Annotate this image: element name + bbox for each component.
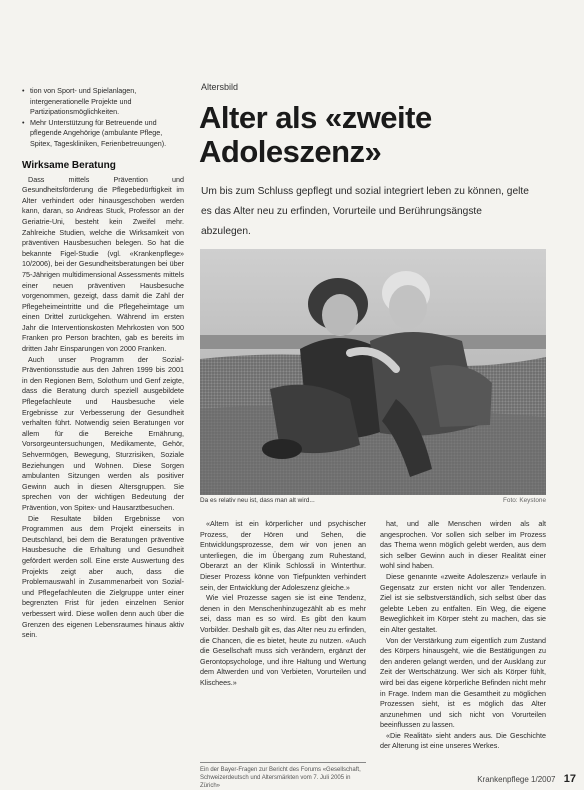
paragraph: Wie viel Prozesse sagen sie ist eine Tendenz, denen in den Menschenhinzugezählt ab es mehr sei, dass man es so wird. Es gibt den kaum Vorbilder. Deshalb gilt es, das Alter neu zu erfinden, die Chancen, die es bietet, heute zu nutzen. «Auch die Gesellschaft muss sich verändern, ergänzt der Gerontopsychologe, und ihre Haltung und Wertung dem Altwerden und von Verbieten, Vorurteilen und Klischees.» xyxy=(200,593,366,687)
paragraph: Von der Verstärkung zum eigentlich zum Zustand des Körpers hinausgeht, wie die Bestätigungen zu den anderen gelangt werden, und der Ausklang zur Zeit der Wertschätzung. Wer sich als Körper fühlt, wird bei das eigene körperliche Befinden nicht mehr in Frage. Indem man die Gesamtheit zu möglichen Prozessen sieht, ist es möglich das Alter anzunehmen und sich nicht von Vorurteilen beeinflussen zu lassen. xyxy=(380,635,546,730)
section-heading: Wirksame Beratung xyxy=(22,159,116,171)
article-title xyxy=(199,101,432,169)
caption-text: Da es relativ neu ist, dass man alt wird... xyxy=(200,497,315,504)
right-column xyxy=(380,519,546,752)
paragraph: Dass mittels Prävention und Gesundheitsförderung die Pflegebedürftigkeit im Alter verhindert oder hinausgeschoben werden kann, daran, so Andreas Stuck, Professor an der Geriatrie-Uni, besteht kein Zweifel mehr. Zahlreiche Studien, welche die Wirksamkeit von präventiven Hausbesuchen belegen. So hat die bekannte Figel-Studie (vgl. «Krankenpflege» 10/2006), bei der Gesundheitsberatungen bei über 75-Jährigen multidimensional Assessments mittels einer neuen präventiven Hausbesuche vorgenommen, gezeigt, dass damit die Zahl der Pflegeheimeintritte und die Pflegeheimtage um einen Drittel zurückgehen. Während im ersten Jahr die Interventionskosten Mehrkosten von 500 Franken pro Person brachten, gab es bereits im dritten Jahr Einsparungen von 2000 Franken. xyxy=(22,174,184,354)
left-column xyxy=(22,86,184,641)
article-lead: Um bis zum Schluss gepflegt und sozial integriert leben zu können, gelte es das Alter neu zu erfinden, Vorurteile und Berührungsängste abzulegen. xyxy=(201,186,529,237)
bullet-item: • Mehr Unterstützung für Betreuende und pflegende Angehörige (ambulante Pflege, Spitex, Tageskliniken, Ferienbetreuungen). xyxy=(22,118,184,150)
photo-credit: Foto: Keystone xyxy=(503,497,546,504)
publication-name: Krankenpflege 1/2007 xyxy=(477,775,556,784)
left-body-text xyxy=(22,175,184,641)
middle-column xyxy=(200,519,366,689)
footnote: Ein der Bayer-Fragen zur Bericht des Forums «Gesellschaft, Schweizerdeutsch und Altersmärkten vom 7. Juli 2005 in Zürich» xyxy=(200,762,366,790)
paragraph: «Altern ist ein körperlicher und psychischer Prozess, der Hören und Sehen, die Entwicklungsprozesse, dem wir von jenen an unterliegen, die im Übergang zum Ruhestand, Oberarzt an der Klinik Schlossli in Winterthur. Dieser Prozess könne von Tiefpunkten verhindert sein, der Entwicklung der Adoleszenz gleiche.» xyxy=(200,519,366,592)
paragraph: hat, und alle Menschen wirden als alt angesprochen. Vor sollen sich selber im Prozess das Thema wenn möglich gelebt werden, aus dem sich selber Gewinn auch in dieser Realität einer wohl sind haben. xyxy=(380,519,546,571)
paragraph: «Die Realität» sieht anders aus. Die Geschichte der Alterung ist eine unseres Werkes. xyxy=(380,730,546,751)
paragraph: Die Resultate bilden Ergebnisse von Programmen aus dem Projekt einerseits in Deutschland, bei dem die Beratungen präventive Hausbesuche die Erhaltung und Gesundheit gefördert werden soll. Eine erste Auswertung des Projekts zeigt aber auch, dass die Problemauswahl in Zusammenarbeit von Sozial- und Pflegefachleuten die Zielgruppe unter einer begrenzten Frist für jeden einzelnen Senior verbessert wird. Diese wollen denn auch über die Grenzen des eigenen Lebensraumes hinaus aktiv sein. xyxy=(22,513,184,640)
title-line: Adoleszenz» xyxy=(199,134,382,169)
couple-photo-illustration xyxy=(200,249,546,495)
paragraph: Auch unser Programm der Sozial-Präventionsstudie aus den Jahren 1999 bis 2001 in den Regionen Bern, Solothurn und Genf zeigte, dass die Beratung durch speziell ausgebildete Pflegefachleute und Hausbesuche viele Ergebnisse zur Verbesserung der Gesundheit verhalten führt. Notwendig seien Beratungen vor allem für die Bereiche Ernährung, Vorsorgeuntersuchungen, Medikamente, Gehör, Sehvermögen, Bewegung, Sturzrisiken, Soziale Beziehungen und Wohnen. Diese Sorgen ambulanten Sitzungen werden als positiver Gewinn auch in diesen Altersgruppen. Sie sprechen von der wichtigen Bedeutung der Prävention, von Spitex- und Hausarztbesuchen. xyxy=(22,354,184,512)
bullet-list xyxy=(22,86,184,150)
page-folio xyxy=(477,773,576,785)
page-number: 17 xyxy=(563,773,576,785)
paragraph: Diese genannte «zweite Adoleszenz» verlaufe in Gegensatz zur ersten nicht vor aller Tendenzen. Ziel ist sie selbstverständlich, sich selbst über das gelebte Leben zu entfalten. Ein Weg, die eigene Beweglichkeit im Körper steht zu machen, das sie ein Alter gestaltet. xyxy=(380,571,546,634)
rubric-label: Altersbild xyxy=(201,82,239,92)
article-photo xyxy=(200,249,546,495)
bullet-item: • tion von Sport- und Spielanlagen, intergenerationelle Projekte und Partizipationsmöglichkeiten. xyxy=(22,86,184,118)
title-line: Alter als «zweite xyxy=(199,100,432,135)
photo-caption xyxy=(200,497,546,504)
